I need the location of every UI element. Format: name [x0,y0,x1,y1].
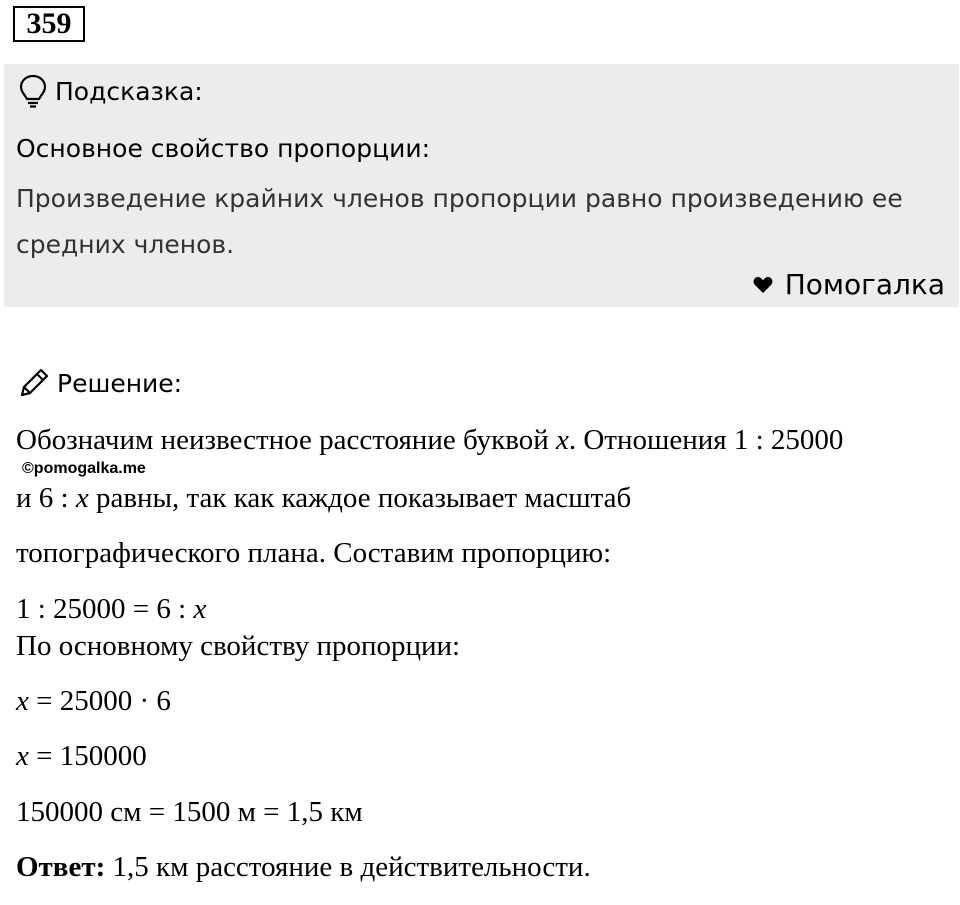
brand-label: Помогалка [784,268,945,301]
solution-line-5: По основному свойству пропорции: [16,630,461,662]
problem-number: 359 [13,6,85,42]
watermark: ©pomogalka.me [22,460,146,477]
solution-line-3: топографического плана. Составим пропорцию: [16,537,612,569]
solution-line-8: 150000 см = 1500 м = 1,5 км [16,796,363,828]
lightbulb-icon [19,74,47,108]
solution-line-1: Обозначим неизвестное расстояние буквой x. Отношения 1 : 25000 [16,424,844,456]
solution-title: Решение: [57,368,183,398]
solution-header [17,366,182,400]
hint-panel [4,64,959,307]
solution-line-2: и 6 : x равны, так как каждое показывает масштаб [16,482,632,514]
pencil-icon [17,366,51,400]
answer-label: Ответ: [16,851,106,883]
answer-text: 1,5 км расстояние в действительности. [105,851,591,883]
solution-line-7: x = 150000 [16,740,147,772]
solution-line-6: x = 25000 · 6 [16,685,171,717]
hint-header [19,74,203,108]
answer-line [16,851,591,884]
property-title: Основное свойство пропорции: [16,134,431,163]
solution-line-4: 1 : 25000 = 6 : x [16,593,207,625]
heart-icon [753,276,773,294]
brand[interactable] [753,268,945,301]
property-text: Произведение крайних членов пропорции равно произведению ее средних членов. [16,184,903,259]
hint-title: Подсказка: [55,76,203,106]
